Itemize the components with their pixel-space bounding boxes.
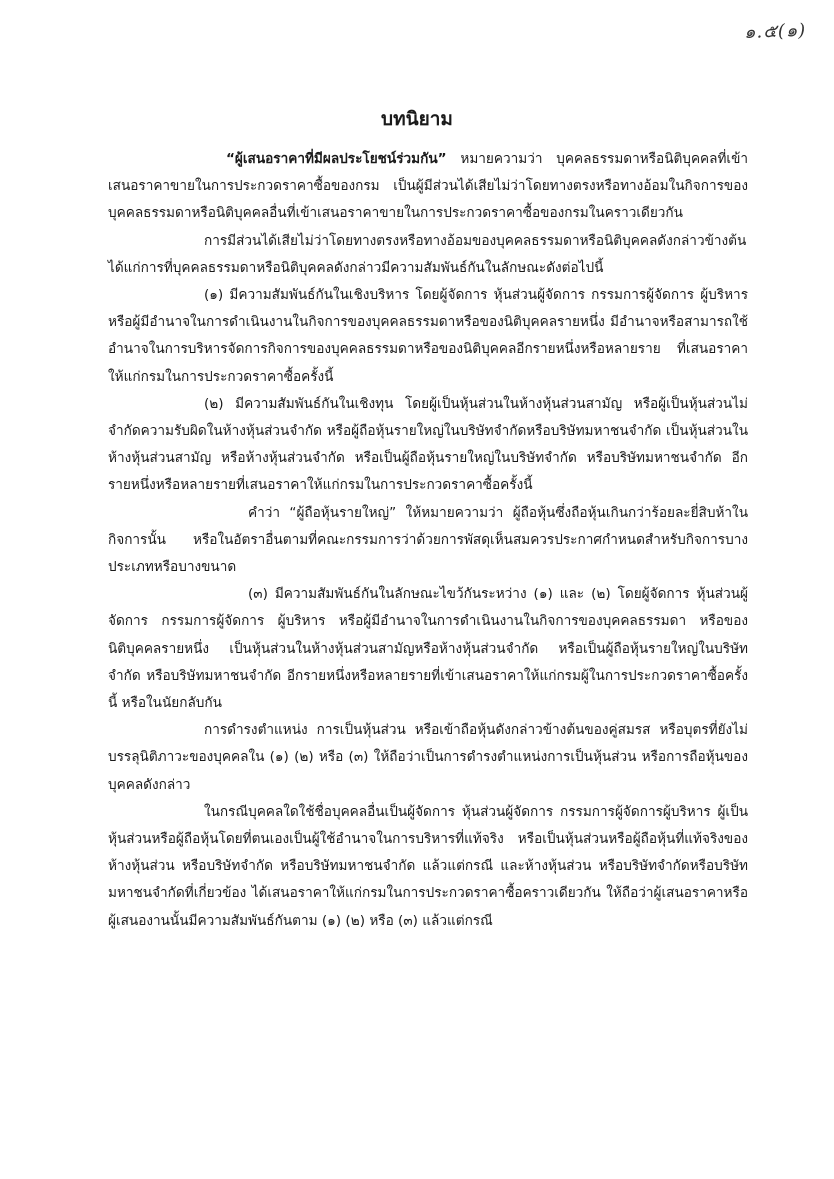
document-body	[108, 146, 748, 935]
interest-intro-paragraph: การมีส่วนได้เสียไม่ว่าโดยทางตรงหรือทางอ้อมของบุคคลธรรมดาหรือนิติบุคคลดังกล่าวข้างต้น ได้แก่การที่บุคคลธรรมดาหรือนิติบุคคลดังกล่าวมีความสัมพันธ์กันในลักษณะดังต่อไปนี้	[108, 232, 747, 276]
major-shareholder-paragraph: คำว่า “ผู้ถือหุ้นรายใหญ่” ให้หมายความว่า ผู้ถือหุ้นซึ่งถือหุ้นเกินกว่าร้อยละยี่สิบห้าในกิจการนั้น หรือในอัตราอื่นตามที่คณะกรรมการว่าด้วยการพัสดุเห็นสมควรประกาศกำหนดสำหรับกิจการบางประเภทหรือบางขนาด	[108, 504, 748, 576]
nominee-paragraph: ในกรณีบุคคลใดใช้ชื่อบุคคลอื่นเป็นผู้จัดการ หุ้นส่วนผู้จัดการ กรรมการผู้จัดการผู้บริหาร ผู้เป็นหุ้นส่วนหรือผู้ถือหุ้นโดยที่ตนเองเป็นผู้ใช้อำนาจในการบริหารที่แท้จริง หรือเป็นหุ้นส่วนหรือผู้ถือหุ้นที่แท้จริงของห้างหุ้นส่วน หรือบริษัทจำกัด หรือบริษัทมหาชนจำกัด แล้วแต่กรณี และห้างหุ้นส่วน หรือบริษัทจำกัดหรือบริษัทมหาชนจำกัดที่เกี่ยวข้อง ได้เสนอราคาให้แก่กรมในการประกวดราคาซื้อคราวเดียวกัน ให้ถือว่าผู้เสนอราคาหรือผู้เสนองานนั้นมีความสัมพันธ์กันตาม (๑) (๒) หรือ (๓) แล้วแต่กรณี	[108, 803, 748, 929]
item-1-paragraph: (๑) มีความสัมพันธ์กันในเชิงบริหาร โดยผู้จัดการ หุ้นส่วนผู้จัดการ กรรมการผู้จัดการ ผู้บริหาร หรือผู้มีอำนาจในการดำเนินงานในกิจการของบุคคลธรรมดาหรือของนิติบุคคลรายหนึ่ง มีอำนาจหรือสามารถใช้อำนาจในการบริหารจัดการกิจการของบุคคลธรรมดาหรือของนิติบุคคลอีกรายหนึ่งหรือหลายราย ที่เสนอราคาให้แก่กรมในการประกวดราคาซื้อครั้งนี้	[108, 287, 748, 385]
page-title: บทนิยาม	[381, 108, 453, 130]
definition-text: หมายความว่า บุคคลธรรมดาหรือนิติบุคคลที่เข้าเสนอราคาขายในการประกวดราคาซื้อของกรม เป็นผู้มีส่วนได้เสียไม่ว่าโดยทางตรงหรือทางอ้อมในกิจการของบุคคลธรรมดาหรือนิติบุคคลอื่นที่เข้าเสนอราคาขายในการประกวดราคาซื้อของกรมในคราวเดียวกัน	[108, 151, 748, 222]
defined-term: “ผู้เสนอราคาที่มีผลประโยชน์ร่วมกัน”	[226, 151, 447, 167]
definition-paragraph	[108, 146, 748, 228]
spouse-paragraph: การดำรงตำแหน่ง การเป็นหุ้นส่วน หรือเข้าถือหุ้นดังกล่าวข้างต้นของคู่สมรส หรือบุตรที่ยังไม่บรรลุนิติภาวะของบุคคลใน (๑) (๒) หรือ (๓) ให้ถือว่าเป็นการดำรงตำแหน่งการเป็นหุ้นส่วน หรือการถือหุ้นของบุคคลดังกล่าว	[108, 722, 748, 793]
page-number: ๑.๕(๑)	[743, 19, 807, 44]
item-2-paragraph: (๒) มีความสัมพันธ์กันในเชิงทุน โดยผู้เป็นหุ้นส่วนในห้างหุ้นส่วนสามัญ หรือผู้เป็นหุ้นส่วนไม่จำกัดความรับผิดในห้างหุ้นส่วนจำกัด หรือผู้ถือหุ้นรายใหญ่ในบริษัทจำกัดหรือบริษัทมหาชนจำกัด เป็นหุ้นส่วนในห้างหุ้นส่วนสามัญ หรือห้างหุ้นส่วนจำกัด หรือเป็นผู้ถือหุ้นรายใหญ่ในบริษัทจำกัด หรือบริษัทมหาชนจำกัด อีกรายหนึ่งหรือหลายรายที่เสนอราคาให้แก่กรมในการประกวดราคาซื้อครั้งนี้	[108, 395, 748, 494]
item-3-paragraph: (๓) มีความสัมพันธ์กันในลักษณะไขว้กันระหว่าง (๑) และ (๒) โดยผู้จัดการ หุ้นส่วนผู้จัดการ กรรมการผู้จัดการ ผู้บริหาร หรือผู้มีอำนาจในการดำเนินงานในกิจการของบุคคลธรรมดา หรือของนิติบุคคลรายหนึ่ง เป็นหุ้นส่วนในห้างหุ้นส่วนสามัญหรือห้างหุ้นส่วนจำกัด หรือเป็นผู้ถือหุ้นรายใหญ่ในบริษัทจำกัด หรือบริษัทมหาชนจำกัด อีกรายหนึ่งหรือหลายรายที่เข้าเสนอราคาให้แก่กรมผู้ในการประกวดราคาซื้อครั้งนี้ หรือในนัยกลับกัน	[108, 586, 748, 712]
